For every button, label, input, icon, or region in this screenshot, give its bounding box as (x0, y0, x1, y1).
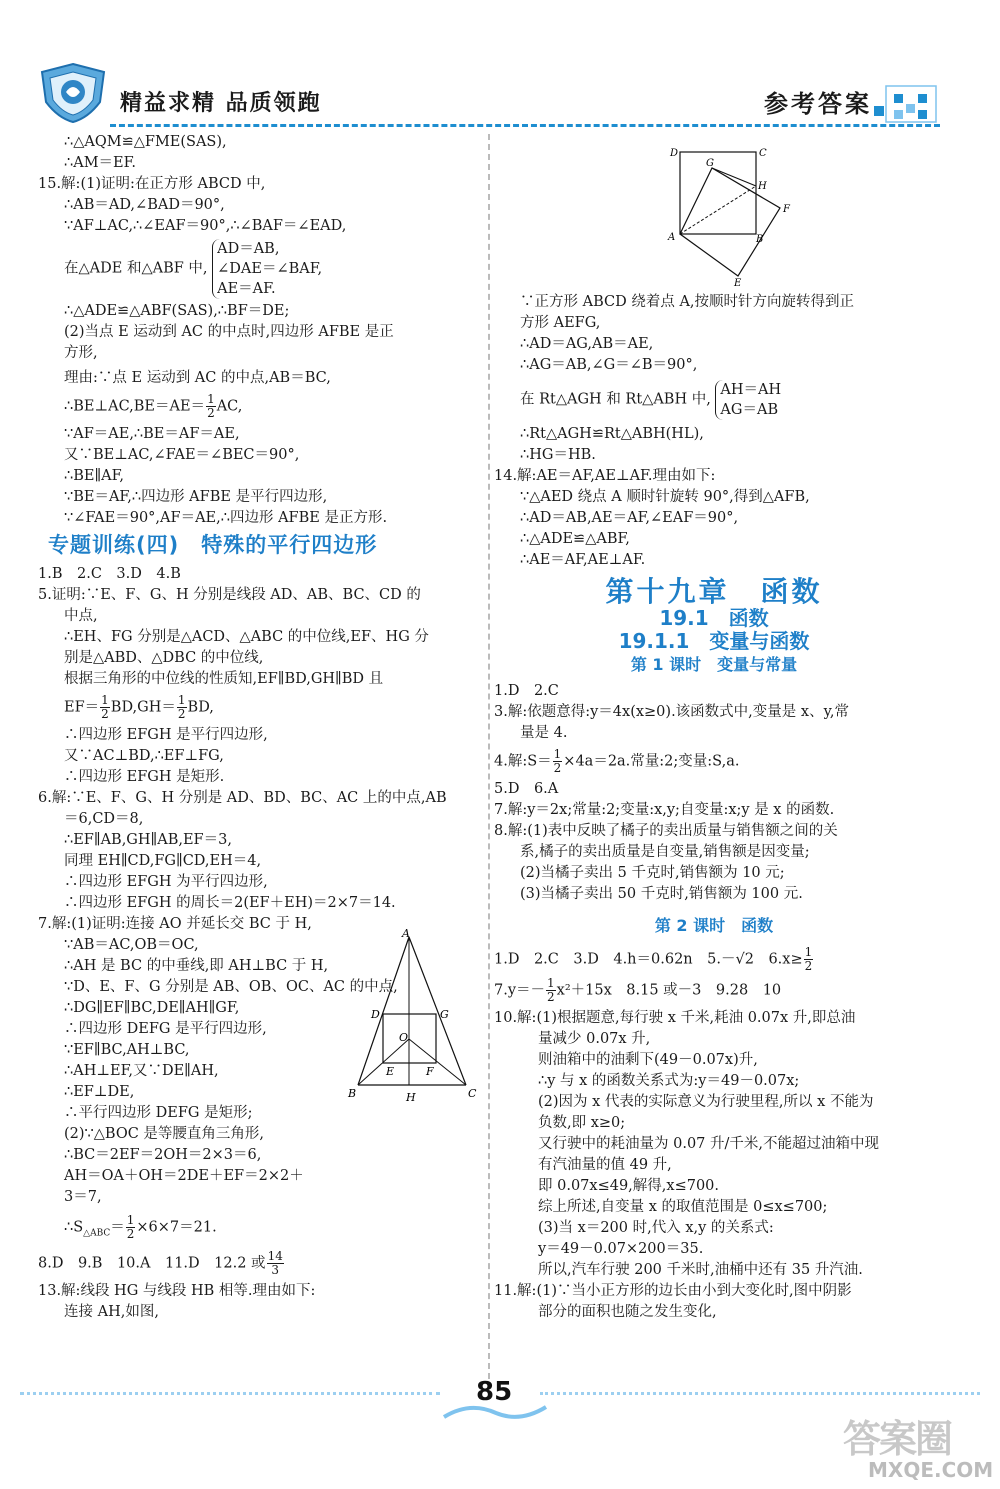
footer-line-right (540, 1392, 980, 1395)
text-line: ∴EH、FG 分别是△ACD、△ABC 的中位线,EF、HG 分 (64, 629, 429, 645)
text-line: ∴Rt△AGH≌Rt△ABH(HL), (520, 426, 704, 442)
watermark-logo: 答案圈 (843, 1417, 952, 1461)
text-line: ∴△AQM≌△FME(SAS), (64, 134, 227, 150)
text-segment: ∴S (64, 1219, 84, 1236)
fraction-line (38, 393, 482, 420)
area-line: $\therefore S_{\triangle ABC}=$ $\frac{1}{2}$ ×6×7＝21. (64, 1213, 217, 1241)
text-line: 又∵AC⊥BD,∴EF⊥FG, (64, 748, 224, 764)
text-line: ∴△ADE≌△ABF(SAS),∴BF＝DE; (64, 303, 290, 319)
fraction: $\frac{14}{3}$ (267, 1249, 283, 1278)
text-line: ∴HG＝HB. (520, 447, 596, 463)
text-line: 系,橘子的卖出质量是自变量,销售额是因变量; (520, 844, 810, 860)
text-line: ∵△AED 绕点 A 顺时针旋转 90°,得到△AFB, (520, 489, 810, 505)
svg-text:B: B (348, 1087, 357, 1100)
text-line: (2)当点 E 运动到 AC 的中点时,四边形 AFBE 是正 (64, 324, 394, 340)
answer-8-12 (38, 1250, 482, 1277)
text-segment: x²＋15x 8.15 或－3 9.28 10 (556, 982, 782, 999)
answer-11: 11.解:(1)∵当小正方形的边长由小到大变化时,图中阴影 (494, 1283, 852, 1299)
text-segment: 4.解:S＝ (494, 753, 552, 770)
svg-text:D: D (371, 1008, 380, 1021)
congruence-condition (38, 239, 482, 299)
text-line: ∴AG＝AB,∠G＝∠B＝90°, (520, 357, 698, 373)
svg-text:F: F (783, 204, 790, 215)
svg-text:C: C (759, 148, 767, 159)
text-line: 连接 AH,如图, (64, 1304, 159, 1321)
answer-6: 6.解:∵E、F、G、H 分别是 AD、BD、BC、AC 上的中点,AB (38, 790, 447, 806)
text-segment: BD,GH＝ (110, 699, 176, 716)
text-line: ∴EF⊥DE, (64, 1084, 135, 1100)
condition-item: AG＝AB (720, 402, 779, 418)
text-segment: ∴BE⊥AC,BE＝AE＝ (64, 398, 206, 415)
section-title: 参考答案 (764, 90, 872, 118)
topic-heading: 专题训练(四) 特殊的平行四边形 (48, 533, 378, 557)
text-line: 中点, (64, 608, 98, 624)
triangle-figure (346, 929, 486, 1109)
text-segment: EF＝ (64, 699, 100, 716)
fraction: $\frac{1}{2}$ (804, 945, 813, 973)
text-line: (3)当橘子卖出 50 千克时,销售额为 100 元. (520, 886, 803, 902)
text-line: y＝49－0.07×200＝35. (538, 1241, 704, 1257)
text-segment: 1.D 2.C 3.D 4.h＝0.62n 5.－√2 6.x≥ (494, 951, 803, 968)
text-segment: ×6×7＝21. (136, 1219, 217, 1236)
text-line: ∴AD＝AB,AE＝AF,∠EAF＝90°, (520, 510, 739, 526)
text-line: ∴四边形 EFGH 是矩形. (64, 769, 225, 785)
condition-brace (715, 380, 781, 420)
svg-text:C: C (468, 1087, 477, 1100)
fraction-line (38, 694, 482, 721)
text-line: 同理 EH∥CD,FG∥CD,EH＝4, (64, 853, 262, 869)
text-line: ＝6,CD＝8, (64, 811, 144, 827)
fraction: $\frac{1}{2}$ (207, 392, 215, 420)
answer-3: 3.解:依题意得:y＝4x(x≥0).该函数式中,变量是 x、y,常 (494, 704, 849, 720)
right-column (494, 132, 934, 1323)
condition-item: ∠DAE＝∠BAF, (217, 261, 323, 277)
fraction: $\frac{1}{2}$ (101, 693, 109, 721)
text-line: 所以,汽车行驶 200 千米时,油桶中还有 35 升汽油. (538, 1262, 863, 1278)
text-line: ∴四边形 DEFG 是平行四边形, (64, 1021, 267, 1037)
text-line: 理由:∵点 E 运动到 AC 的中点,AB＝BC, (64, 370, 331, 386)
pixel-decoration-icon (872, 84, 938, 126)
svg-text:H: H (406, 1091, 416, 1104)
svg-text:B: B (756, 234, 764, 245)
text-line: ∴四边形 EFGH 为平行四边形, (64, 874, 268, 890)
text-line: ∴BE∥AF, (64, 468, 125, 484)
header-divider (110, 124, 940, 127)
text-line: (3)当 x＝200 时,代入 x,y 的关系式: (538, 1220, 774, 1236)
subscript: △ABC (83, 1228, 111, 1239)
text-line: ∵AF⊥AC,∴∠EAF＝90°,∴∠BAF＝∠EAD, (64, 218, 347, 234)
lesson-heading: 第 2 课时 函数 (654, 916, 774, 935)
fraction: $\frac{1}{2}$ (553, 747, 562, 775)
answer-1-4: 1.B 2.C 3.D 4.B (38, 566, 181, 582)
text-line: ∴AD＝AG,AB＝AE, (520, 336, 654, 352)
svg-text:D: D (670, 148, 679, 159)
text-line: ∵BE＝AF,∴四边形 AFBE 是平行四边形, (64, 489, 328, 505)
svg-text:E: E (386, 1065, 395, 1078)
text-line: ∴AE＝AF,AE⊥AF. (520, 552, 646, 568)
text-line: ∴AB＝AD,∠BAD＝90°, (64, 197, 225, 213)
text-segment: BD, (187, 699, 214, 716)
text-line: 量是 4. (520, 725, 568, 741)
answer-1-6 (494, 946, 934, 973)
answer-10: 10.解:(1)根据题意,每行驶 x 千米,耗油 0.07x 升,即总油 (494, 1010, 856, 1026)
text-line: 部分的面积也随之发生变化, (538, 1304, 717, 1320)
answer-14: 14.解:AE＝AF,AE⊥AF.理由如下: (494, 468, 716, 484)
hl-condition (494, 380, 934, 420)
text-line: 综上所述,自变量 x 的取值范围是 0≤x≤700; (538, 1199, 828, 1215)
svg-text:O: O (399, 1031, 409, 1044)
text-line: (2)∵△BOC 是等腰直角三角形, (64, 1126, 265, 1142)
text-line: ∵AF＝AE,∴BE＝AF＝AE, (64, 426, 240, 442)
svg-text:A: A (402, 929, 410, 940)
text-line: 3＝7, (64, 1189, 102, 1205)
text-line: ∵AB＝AC,OB＝OC, (64, 937, 199, 953)
text-line: ∵D、E、F、G 分别是 AB、OB、OC、AC 的中点, (64, 979, 398, 995)
svg-text:G: G (440, 1008, 449, 1021)
text-line: 有汽油量的值 49 升, (538, 1157, 672, 1173)
answer-7: 7.解:(1)证明:连接 AO 并延长交 BC 于 H, (38, 916, 312, 932)
text-line: ∵∠FAE＝90°,AF＝AE,∴四边形 AFBE 是正方形. (64, 510, 388, 526)
text-line: ∴AH⊥EF,又∵DE∥AH, (64, 1063, 219, 1079)
answer-5: 5.证明:∵E、F、G、H 分别是线段 AD、AB、BC、CD 的 (38, 587, 421, 603)
text-line: 根据三角形的中位线的性质知,EF∥BD,GH∥BD 且 (64, 671, 384, 687)
text-segment: 8.D 9.B 10.A 11.D 12.2 或 (38, 1255, 266, 1272)
condition-item: AE＝AF. (217, 281, 276, 297)
condition-brace (212, 239, 322, 299)
answer-8: 8.解:(1)表中反映了橘子的卖出质量与销售额之间的关 (494, 823, 838, 839)
condition-item: AD＝AB, (217, 241, 280, 257)
left-column (38, 132, 482, 1323)
svg-text:H: H (758, 181, 767, 192)
footer-line-left (20, 1392, 440, 1395)
text-line: ∴EF∥AB,GH∥AB,EF＝3, (64, 832, 232, 848)
text-line: ∴AH 是 BC 的中垂线,即 AH⊥BC 于 H, (64, 958, 329, 974)
text-line: ∴四边形 EFGH 的周长＝2(EF＋EH)＝2×7＝14. (64, 895, 396, 911)
fraction: $\frac{1}{2}$ (126, 1213, 135, 1241)
text-line: 负数,即 x≥0; (538, 1115, 626, 1131)
emblem-icon (38, 62, 108, 124)
text-line: ∴平行四边形 DEFG 是矩形; (64, 1105, 253, 1121)
text-line: (2)因为 x 代表的实际意义为行驶里程,所以 x 不能为 (538, 1094, 874, 1110)
page-header (0, 0, 1000, 140)
text-line: ∴四边形 EFGH 是平行四边形, (64, 727, 268, 743)
column-divider (488, 134, 490, 1379)
text-line: 又∵BE⊥AC,∠FAE＝∠BEC＝90°, (64, 447, 300, 463)
text-segment: 7.y＝－ (494, 982, 546, 999)
answer-4 (494, 748, 934, 775)
lesson-heading: 第 1 课时 变量与常量 (630, 655, 798, 674)
text-line: ∴DG∥EF∥BC,DE∥AH∥GF, (64, 1000, 240, 1016)
fraction: $\frac{1}{2}$ (177, 693, 186, 721)
chapter-title: 第十九章 函数 (605, 575, 823, 608)
text-segment: AC, (216, 398, 243, 415)
text-line: 方形, (64, 345, 98, 361)
watermark-url: MXQE.COM (868, 1458, 994, 1482)
text-line: ∴BC＝2EF＝2OH＝2×3＝6, (64, 1147, 262, 1163)
svg-text:A: A (668, 232, 676, 243)
answer-1-2: 1.D 2.C (494, 683, 559, 699)
text-line: 则油箱中的油剩下(49－0.07x)升, (538, 1052, 758, 1068)
answer-15: 15.解:(1)证明:在正方形 ABCD 中, (38, 176, 266, 192)
text-line: AH＝OA＋OH＝2DE＋EF＝2×2＋ (64, 1168, 304, 1184)
text-line: ∵正方形 ABCD 绕着点 A,按顺时针方向旋转得到正 (520, 294, 855, 310)
slogan: 精益求精 品质领跑 (120, 91, 322, 116)
text-line: ∴AM＝EF. (64, 155, 137, 171)
text-line: ∴y 与 x 的函数关系式为:y＝49－0.07x; (538, 1073, 800, 1089)
text-segment: ×4a＝2a.常量:2;变量:S,a. (563, 753, 740, 770)
answer-5-6: 5.D 6.A (494, 781, 559, 797)
text-line: 方形 AEFG, (520, 315, 601, 331)
answer-7: 7.解:y＝2x;常量:2;变量:x,y;自变量:x;y 是 x 的函数. (494, 802, 835, 818)
answer-7-body (38, 929, 482, 1244)
answer-7-10 (494, 977, 934, 1004)
text-line: ∵EF∥BC,AH⊥BC, (64, 1042, 190, 1058)
condition-item: AH＝AH (720, 382, 782, 398)
svg-text:G: G (706, 158, 714, 169)
section-heading: 19.1 函数 (659, 606, 769, 630)
rotated-square-figure (494, 138, 934, 286)
text-line: 量减少 0.07x 升, (538, 1031, 651, 1047)
fraction: $\frac{1}{2}$ (547, 976, 555, 1004)
text-line: (2)当橘子卖出 5 千克时,销售额为 10 元; (520, 865, 785, 881)
text-line: ∴△ADE≌△ABF, (520, 531, 630, 547)
svg-text:E: E (734, 278, 742, 286)
condition-lead: 在 Rt△AGH 和 Rt△ABH 中, (520, 391, 711, 408)
svg-text:F: F (426, 1065, 434, 1078)
text-line: 即 0.07x≤49,解得,x≤700. (538, 1178, 720, 1194)
answer-13: 13.解:线段 HG 与线段 HB 相等.理由如下: (38, 1283, 316, 1300)
page-number: 85 (476, 1377, 513, 1407)
subsection-heading: 19.1.1 变量与函数 (618, 629, 810, 653)
text-line: 又行驶中的耗油量为 0.07 升/千米,不能超过油箱中现 (538, 1136, 879, 1152)
condition-lead: 在△ADE 和△ABF 中, (64, 260, 208, 277)
text-line: 别是△ABD、△DBC 的中位线, (64, 650, 264, 666)
